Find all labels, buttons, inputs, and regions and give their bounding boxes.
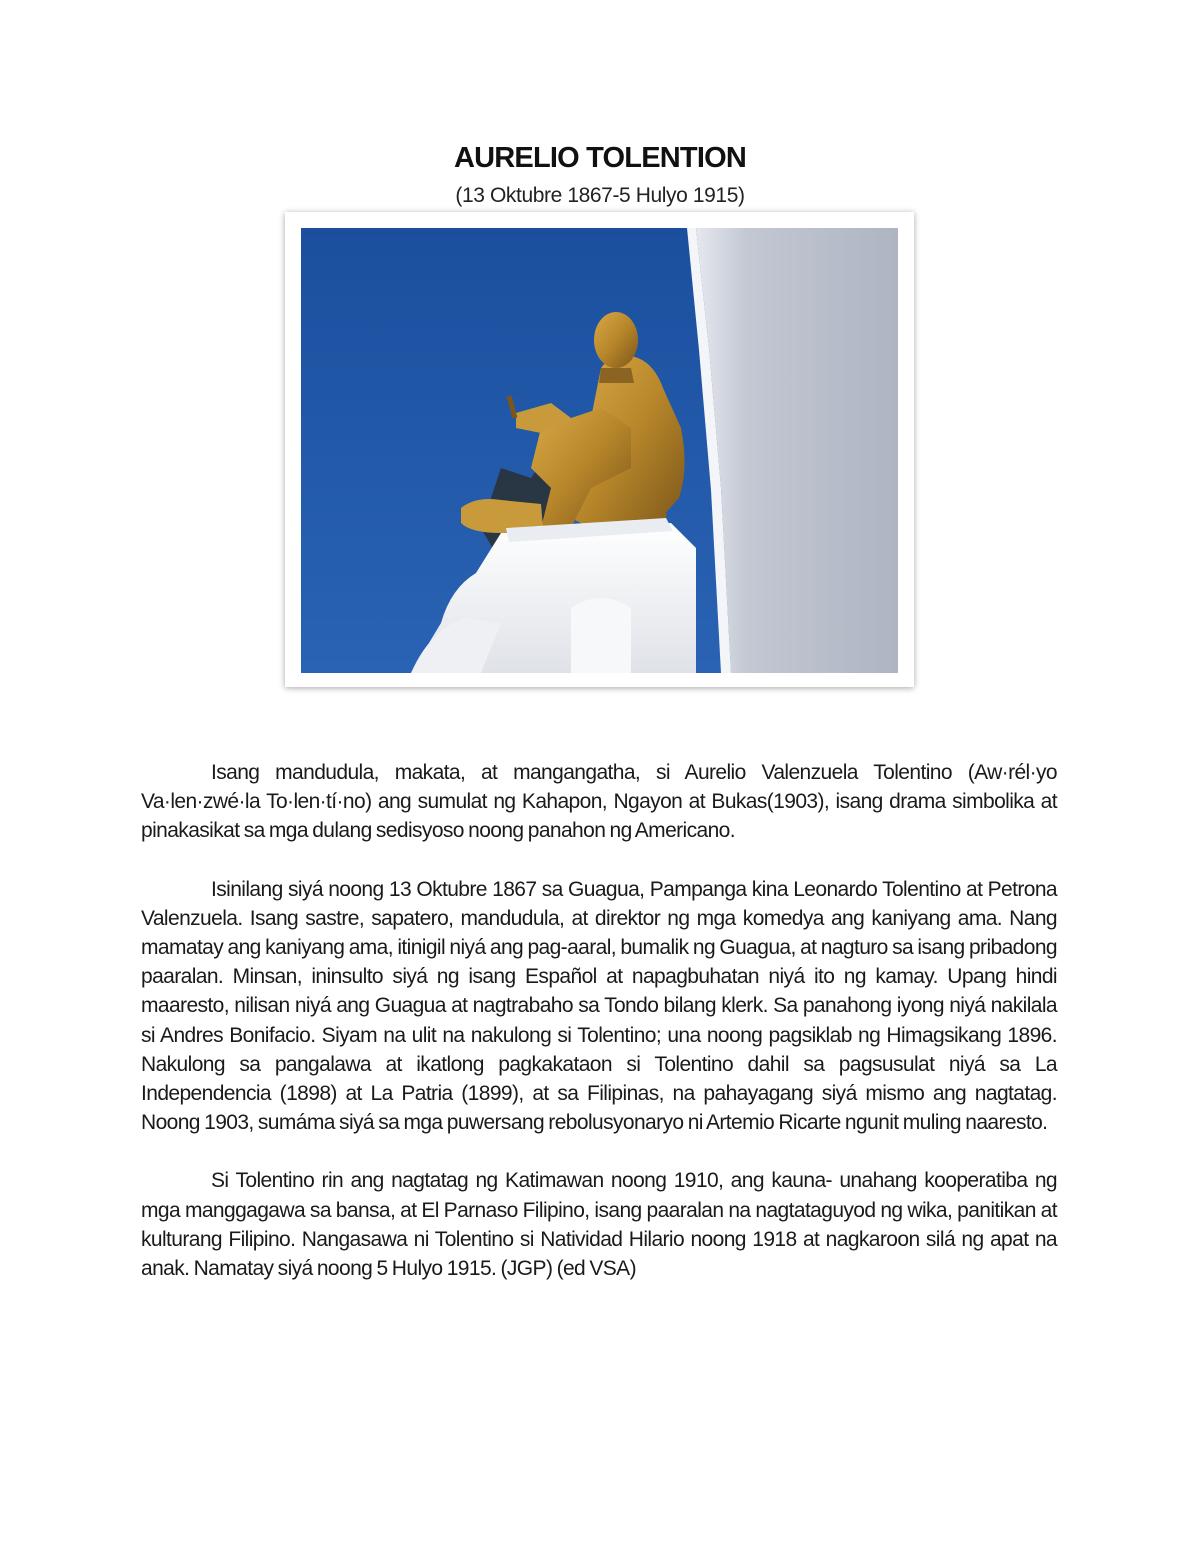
paragraph-intro: Isang mandudula, makata, at mangangatha, si Aurelio Valenzuela Tolentino (Aw·rél·yo Va·len·zwé·la To·len·tí·no) ang sumulat ng Kahapon, Ngayon at Bukas(1903), isang drama simbolika at pinakasikat sa mga dulang sedisyoso noong panahon ng Americano.	[141, 761, 1057, 843]
page-subtitle-dates: (13 Oktubre 1867-5 Hulyo 1915)	[455, 184, 745, 207]
statue-neck	[599, 368, 634, 383]
paragraph-biography: Isinilang siyá noong 13 Oktubre 1867 sa Guagua, Pampanga kina Leonardo Tolentino at Petrona Valenzuela. Isang sastre, sapatero, mandudula, at direktor ng mga komedya ang kaniyang ama. Nang mamatay ang kaniyang ama, itinigil niyá ang pag-aaral, bumalik ng Guagua, at nagturo sa isang pribadong paaralan. Minsan, ininsulto siyá ng isang Español at napagbuhatan niyá ito ng kamay. Upang hindi maaresto, nilisan niyá ang Guagua at nagtrabaho sa Tondo bilang klerk. Sa panahong iyong niyá nakilala si Andres Bonifacio. Siyam na ulit na nakulong si Tolentino; una noong pagsiklab ng Himagsikang 1896. Nakulong sa pangalawa at ikatlong pagkakataon si Tolentino dahil sa pagsusulat niyá sa La Independencia (1898) at La Patria (1899), at sa Filipinas, na pahayagang siyá mismo ang nagtatag. Noong 1903, sumáma siyá sa mga puwersang rebolusyonaryo ni Artemio Ricarte ngunit muling naaresto.	[141, 877, 1057, 1135]
article-body	[141, 758, 1057, 1312]
photo-frame	[285, 212, 914, 687]
statue-illustration	[301, 228, 898, 673]
page-title: AURELIO TOLENTION	[454, 142, 746, 174]
monument-relief	[571, 598, 631, 673]
statue-head	[594, 312, 638, 368]
paragraph-legacy: Si Tolentino rin ang nagtatag ng Katimawan noong 1910, ang kauna- unahang kooperatiba ng mga manggagawa sa bansa, at El Parnaso Filipino, isang paaralan na nagtataguyod ng wika, panitikan at kulturang Filipino. Nangasawa ni Tolentino si Natividad Hilario noong 1918 at nagkaroon silá ng apat na anak. Namatay siyá noong 5 Hulyo 1915. (JGP) (ed VSA)	[141, 1169, 1057, 1281]
statue-photo	[301, 228, 898, 673]
